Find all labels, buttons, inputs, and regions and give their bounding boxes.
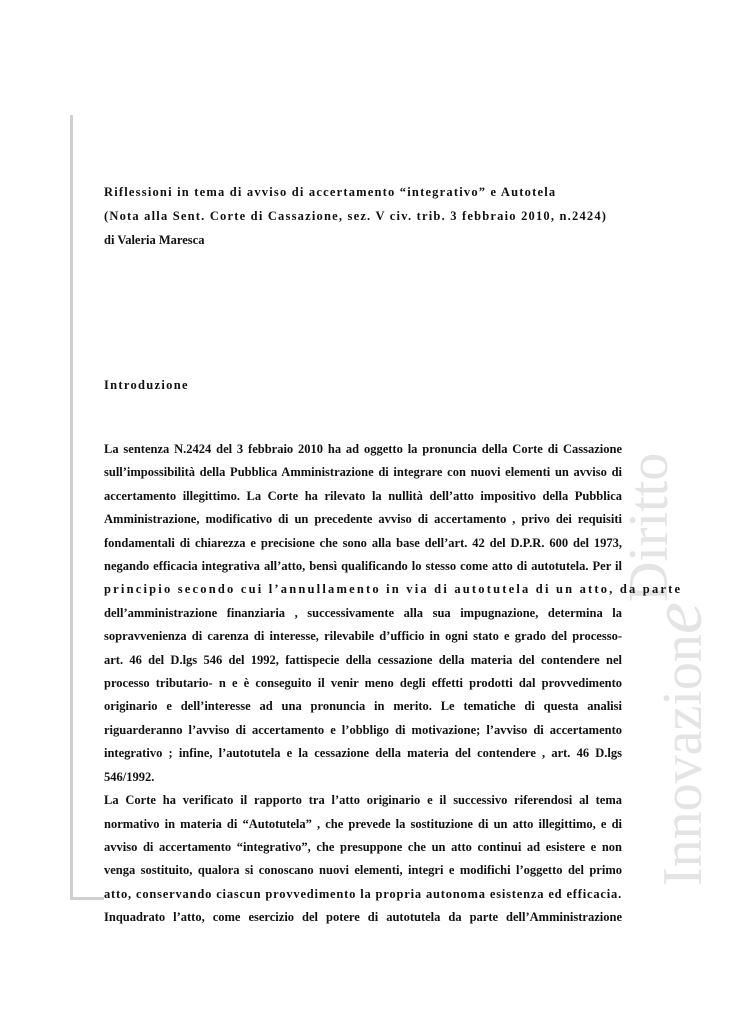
body-line: Inquadrato l’atto, come esercizio del potere di autotutela da parte dell’Amministrazione — [104, 910, 622, 925]
body-line: Amministrazione, modificativo di un precedente avviso di accertamento , privo dei requisiti — [104, 512, 622, 527]
body-line: normativo in materia di “Autotutela” , che prevede la sostituzione di un atto illegittimo, e di — [104, 816, 622, 831]
left-margin-rule — [70, 115, 73, 900]
body-line: processo tributario- n e è conseguito il venir meno degli effetti prodotti dal provvedimento — [104, 676, 622, 691]
watermark-word-1: Innovazion — [652, 634, 714, 886]
body-line: fondamentali di chiarezza e precisione che sono alla base dell’art. 42 del D.P.R. 600 del 1973, — [104, 535, 622, 550]
body-line: atto, conservando ciascun provvedimento la propria autonoma esistenza ed efficacia. — [104, 886, 622, 901]
body-line: negando efficacia integrativa all’atto, bensì qualificando lo stesso come atto di autotutela. Per il — [104, 559, 622, 574]
body-line: art. 46 del D.lgs 546 del 1992, fattispecie della cessazione della materia del contendere nel — [104, 652, 622, 667]
body-line: La Corte ha verificato il rapporto tra l’atto originario e il successivo riferendosi al tema — [104, 793, 622, 808]
body-line: principio secondo cui l’annullamento in via di autotutela di un atto, da parte — [104, 582, 683, 597]
document-note: (Nota alla Sent. Corte di Cassazione, sez. V civ. trib. 3 febbraio 2010, n.2424) — [104, 209, 608, 223]
watermark-word-2: Diritto — [618, 452, 680, 603]
body-line: sopravvenienza di carenza di interesse, rilevabile d’ufficio in ogni stato e grado del processo- — [104, 629, 622, 644]
document-title: Riflessioni in tema di avviso di accertamento “integrativo” e Autotela — [104, 185, 557, 199]
body-line: avviso di accertamento “integrativo”, che presuppone che un atto continui ad esistere e non — [104, 839, 622, 854]
body-line: riguarderanno l’avviso di accertamento e l’obbligo di motivazione; l’avviso di accertamento — [104, 722, 622, 737]
bottom-margin-rule — [70, 897, 104, 900]
body-line: accertamento illegittimo. La Corte ha rilevato la nullità dell’atto impositivo della Pubblica — [104, 488, 622, 503]
document-header — [104, 180, 624, 252]
section-heading: Introduzione — [104, 378, 189, 392]
watermark-logo — [618, 446, 718, 886]
body-line: La sentenza N.2424 del 3 febbraio 2010 ha ad oggetto la pronuncia della Corte di Cassazione — [104, 442, 622, 456]
watermark-letter-e: e — [637, 602, 717, 635]
body-line: venga sostituito, qualora si conoscano nuovi elementi, integri e modifichi l’oggetto del primo — [104, 863, 622, 878]
body-line: integrativo ; infine, l’autotutela e la cessazione della materia del contendere , art. 46 D.lgs — [104, 746, 622, 761]
body-line: 546/1992. — [104, 769, 155, 784]
document-author: di Valeria Maresca — [104, 233, 205, 247]
body-line: originario e dell’interesse ad una pronuncia in merito. Le tematiche di questa analisi — [104, 699, 622, 714]
body-line: sull’impossibilità della Pubblica Amministrazione di integrare con nuovi elementi un avviso di — [104, 465, 622, 480]
body-line: dell’amministrazione finanziaria , successivamente alla sua impugnazione, determina la — [104, 605, 622, 620]
